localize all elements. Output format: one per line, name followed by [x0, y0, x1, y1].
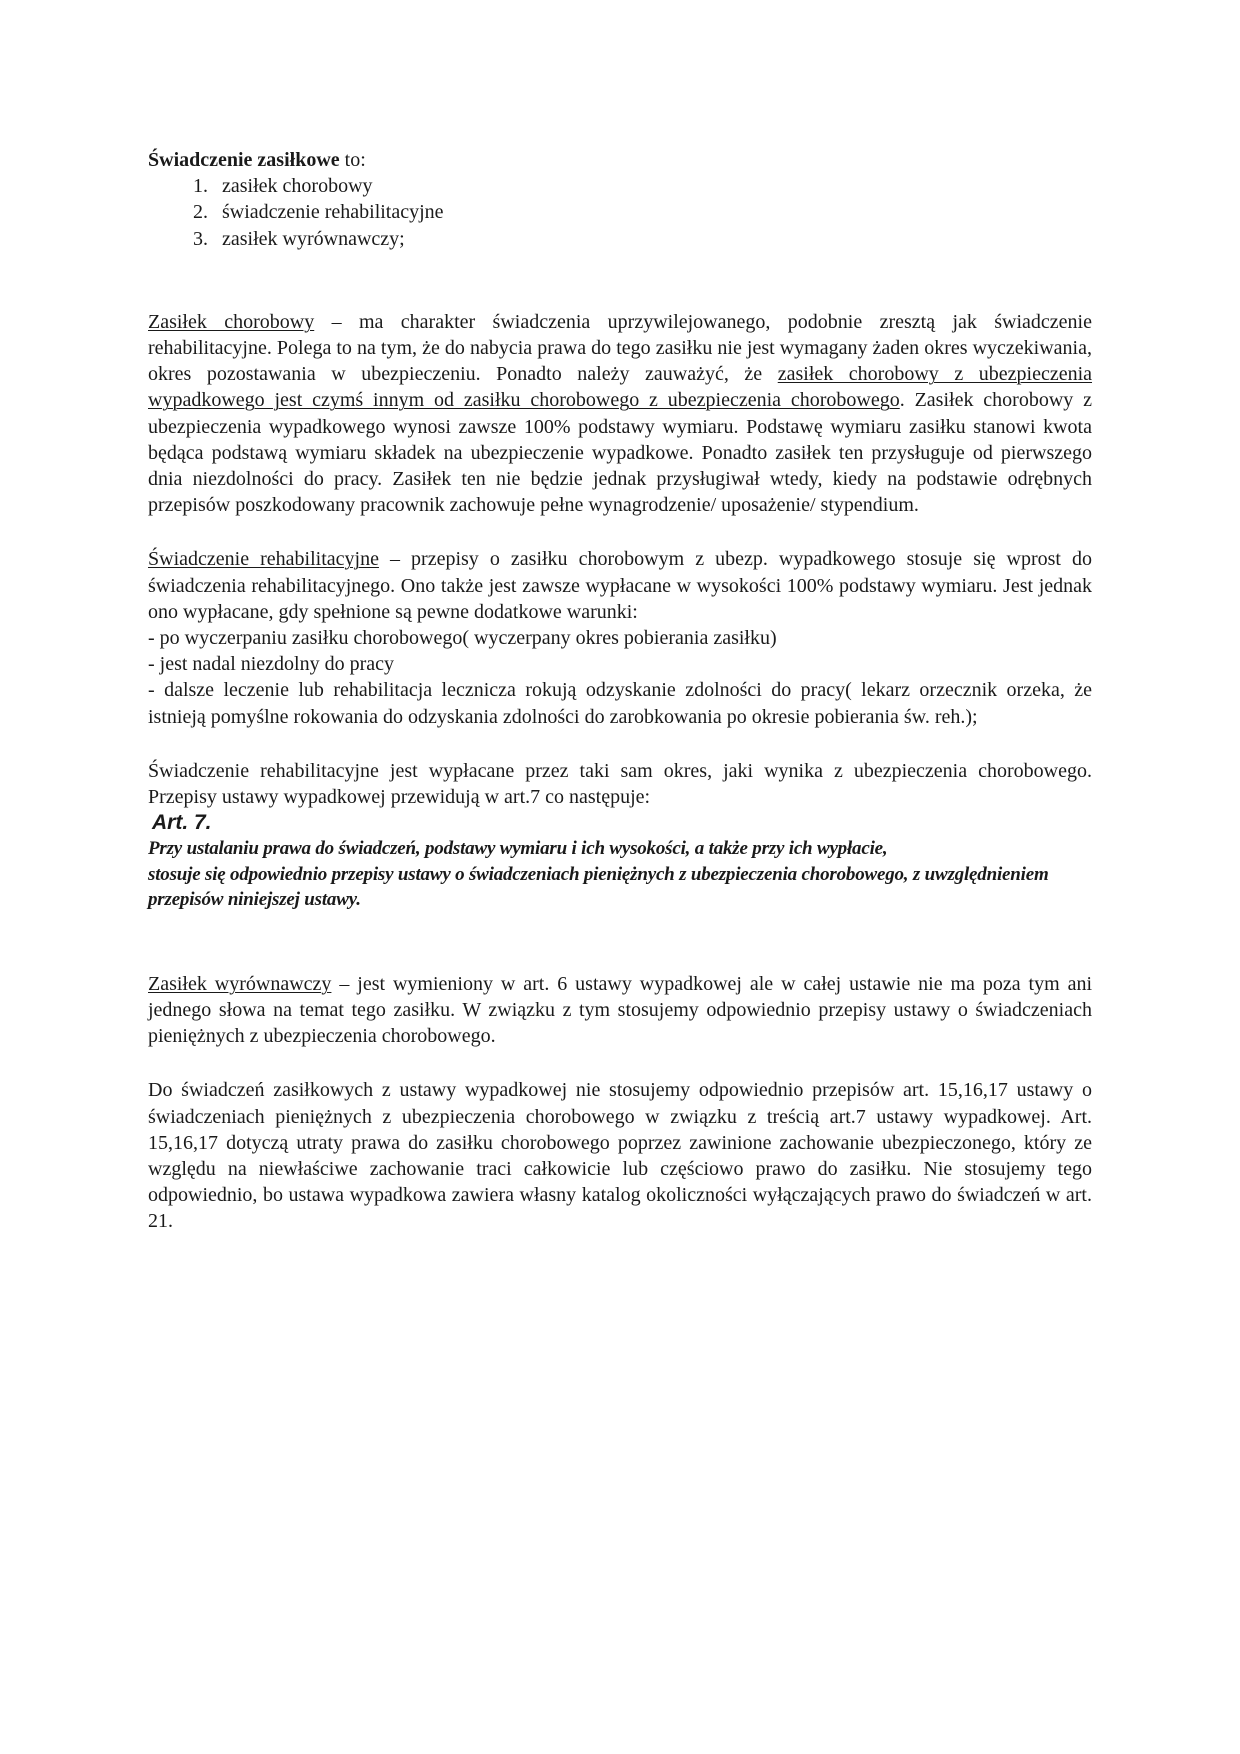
condition-item: - dalsze leczenie lub rehabilitacja lecznicza rokują odzyskanie zdolności do pracy( lekarz orzecznik orzeka, że istnieją pomyślne rokowania do odzyskania zdolności do zarobkowania po okresie pobierania św. reh.); — [148, 679, 1092, 728]
condition-item: - jest nadal niezdolny do pracy — [148, 653, 395, 676]
paragraph-text: – jest wymieniony w art. 6 ustawy wypadkowej ale w całej ustawie nie ma poza tym ani jednego słowa na temat tego zasiłku. W związku z tym stosujemy odpowiednio przepisy ustawy o świadczeniach pieniężnych z ubezpieczenia chorobowego. — [148, 972, 1092, 1048]
paragraph-compensatory-benefit — [148, 971, 1092, 1050]
article-heading: Art. 7. — [152, 811, 212, 835]
list-number: 3. — [193, 227, 208, 250]
list-item-text: świadczenie rehabilitacyjne — [222, 201, 444, 224]
condition-item: - po wyczerpaniu zasiłku chorobowego( wyczerpany okres pobierania zasiłku) — [148, 627, 777, 650]
list-item — [148, 173, 1092, 199]
paragraph-text: – przepisy o zasiłku chorobowym z ubezp. wypadkowego stosuje się wprost do świadczenia rehabilitacyjnego. Ono także jest zawsze wypłacane w wysokości 100% podstawy wymiaru. Jest jednak ono wypłacane, gdy spełnione są pewne dodatkowe warunki: — [148, 548, 1092, 623]
section-heading — [148, 147, 1092, 173]
list-item — [148, 199, 1092, 225]
list-number: 1. — [193, 175, 208, 198]
article-quote — [148, 836, 1092, 913]
list-item-text: zasiłek wyrównawczy; — [222, 227, 405, 250]
list-number: 2. — [193, 201, 208, 224]
term-compensatory-benefit: Zasiłek wyrównawczy — [148, 972, 332, 995]
term-sickness-benefit: Zasiłek chorobowy — [148, 310, 315, 333]
section-heading-bold: Świadczenie zasiłkowe — [148, 149, 340, 171]
paragraph-text: . Zasiłek chorobowy z ubezpieczenia wypadkowego wynosi zawsze 100% podstawy wymiaru. Podstawę wymiaru zasiłku stanowi kwota będąca podstawą wymiaru składek na ubezpieczenie wypadkowe. Ponadto zasiłek ten przysługuje od pierwszego dnia niezdolności do pracy. Zasiłek ten nie będzie jednak przysługiwał wtedy, kiedy na podstawie odrębnych przepisów poszkodowany pracownik zachowuje pełne wynagrodzenie/ uposażenie/ stypendium. — [148, 389, 1092, 517]
section-heading-rest: to: — [339, 149, 366, 171]
paragraph-sickness-benefit — [148, 309, 1092, 519]
paragraph-rehab-benefit — [148, 546, 1092, 729]
article-line: stosuje się odpowiednio przepisy ustawy o świadczeniach pieniężnych z ubezpieczenia chorobowego, z uwzględnieniem — [148, 863, 1049, 885]
list-item — [148, 226, 1092, 252]
term-rehab-benefit: Świadczenie rehabilitacyjne — [148, 548, 379, 571]
paragraph-exclusions: Do świadczeń zasiłkowych z ustawy wypadkowej nie stosujemy odpowiednio przepisów art. 15,16,17 ustawy o świadczeniach pieniężnych z ubezpieczenia chorobowego w związku z treścią art.7 ustawy wypadkowej. Art. 15,16,17 dotyczą utraty prawa do zasiłku chorobowego poprzez zawinione zachowanie ubezpieczonego, który ze względu na niewłaściwe zachowanie traci całkowicie lub częściowo prawo do zasiłku. Nie stosujemy tego odpowiednio, bo ustawa wypadkowa zawiera własny katalog okoliczności wyłączających prawo do świadczeń w art. 21. — [148, 1079, 1092, 1233]
article-line: przepisów niniejszej ustawy. — [148, 889, 361, 911]
list-item-text: zasiłek chorobowy — [222, 175, 373, 198]
paragraph-rehab-period: Świadczenie rehabilitacyjne jest wypłacane przez taki sam okres, jaki wynika z ubezpieczenia chorobowego. Przepisy ustawy wypadkowej przewidują w art.7 co następuje: — [148, 759, 1092, 809]
paragraph-text: – ma charakter świadczenia uprzywilejowanego, podobnie zresztą jak świadczenie rehabilitacyjne. Polega to na tym, że do nabycia prawa do tego zasiłku nie jest wymagany żaden okres wyczekiwania, okres pozostawania w ubezpieczeniu. Ponadto należy zauważyć, że — [148, 310, 1092, 386]
benefit-list — [148, 173, 1092, 252]
article-line: Przy ustalaniu prawa do świadczeń, podstawy wymiaru i ich wysokości, a także przy ich wypłacie, — [148, 838, 888, 860]
underlined-phrase: zasiłek chorobowy z ubezpieczenia wypadkowego jest czymś innym od zasiłku chorobowego z ubezpieczenia chorobowego — [148, 363, 1093, 412]
document-body — [148, 147, 1092, 1235]
